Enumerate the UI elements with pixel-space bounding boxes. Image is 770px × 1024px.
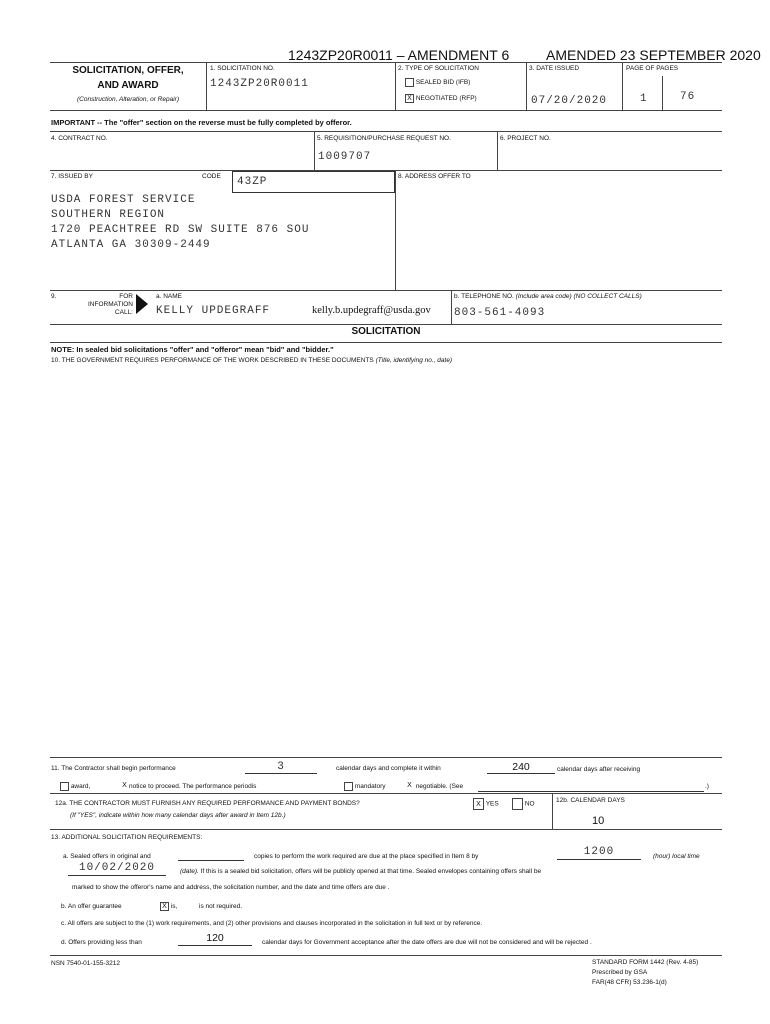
see-close: .) [705, 783, 709, 790]
row-divider [50, 290, 722, 291]
address-line: SOUTHERN REGION [51, 209, 166, 221]
col-divider [622, 62, 623, 110]
row-divider [50, 131, 722, 132]
bonds-no-checkbox[interactable] [512, 798, 523, 810]
work-description-label-main: 10. THE GOVERNMENT REQUIRES PERFORMANCE OF THE WORK DESCRIBED IN THESE DOCUMENTS [51, 357, 376, 364]
telephone-value[interactable]: 803-561-4093 [454, 307, 546, 319]
negotiated-checkbox[interactable]: X [405, 94, 414, 103]
guarantee-isnot-label: is not required. [199, 903, 242, 910]
for-info-line: CALL: [114, 309, 133, 316]
item11-text-c: calendar days after receiving [557, 766, 641, 773]
mandatory-option[interactable] [344, 782, 386, 791]
see-reference-field[interactable] [478, 782, 704, 792]
item13a-text4: marked to show the offeror's name and address, the solicitation number, and the date and time offers are due . [72, 884, 390, 891]
address-line: USDA FOREST SERVICE [51, 194, 196, 206]
acceptance-days-field[interactable]: 120 [178, 933, 252, 946]
award-option[interactable] [60, 782, 90, 791]
additional-requirements-label: 13. ADDITIONAL SOLICITATION REQUIREMENTS: [51, 834, 203, 841]
issuer-code-value: 43ZP [237, 176, 268, 188]
row-divider [50, 110, 722, 111]
contact-email[interactable]: kelly.b.updegraff@usda.gov [312, 305, 431, 316]
negotiable-checkbox[interactable]: X [407, 782, 412, 789]
requisition-no-label: 5. REQUISITION/PURCHASE REQUEST NO. [317, 135, 451, 142]
hour-label: (hour) local time [653, 853, 700, 860]
standard-form-info [592, 958, 698, 988]
work-description-label-note: (Title, identifying no., date) [375, 357, 453, 364]
solicitation-heading: SOLICITATION [351, 326, 421, 337]
item13d-text: d. Offers providing less than [61, 939, 142, 946]
contact-name-value[interactable]: KELLY UPDEGRAFF [156, 305, 271, 317]
guarantee-checkbox[interactable]: X [160, 902, 169, 911]
col-divider [526, 62, 527, 110]
negotiated-option[interactable] [405, 94, 477, 103]
solicitation-no-label: 1. SOLICITATION NO. [210, 65, 275, 72]
sealed-bid-text: If this is a sealed bid solicitation, offers will be publicly opened at that time. Sealed envelopes containing offers shall be [200, 868, 542, 875]
date-label: (date). [180, 868, 199, 875]
item13a-text: a. Sealed offers in original and [63, 853, 151, 860]
item11-text-b: calendar days and complete it within [336, 765, 441, 772]
item13a-text3 [180, 868, 541, 875]
bonds-instruction: (If "YES", indicate within how many calendar days after award in Item 12b.) [70, 812, 286, 819]
bonds-no-option[interactable] [512, 798, 535, 810]
contact-name-label: a. NAME [156, 293, 183, 300]
prescribed-by: Prescribed by GSA [592, 969, 648, 976]
form-title-line2: AND AWARD [97, 80, 159, 91]
sealed-bid-checkbox[interactable] [405, 78, 414, 87]
row-divider [50, 829, 722, 830]
offer-date-field[interactable]: 10/02/2020 [68, 862, 166, 876]
item11-text: 11. The Contractor shall begin performance [51, 765, 176, 772]
important-notice: IMPORTANT -- The "offer" section on the reverse must be fully completed by offeror. [51, 118, 352, 127]
solicitation-type-label: 2. TYPE OF SOLICITATION [398, 65, 479, 72]
col-divider [497, 131, 498, 170]
begin-days-field[interactable]: 3 [245, 762, 317, 774]
item13a-text2: copies to perform the work required are due at the place specified in Item 8 by [254, 853, 479, 860]
telephone-label-main: b. TELEPHONE NO. [454, 293, 516, 300]
arrow-right-icon [136, 294, 148, 314]
solicitation-no-value[interactable]: 1243ZP20R0011 [210, 78, 309, 90]
col-divider [395, 62, 396, 110]
offer-hour-field[interactable]: 1200 [557, 847, 641, 860]
award-checkbox[interactable] [60, 782, 69, 791]
item13d-text2: calendar days for Government acceptance after the date offers are due will not be considered and will be rejected . [262, 939, 592, 946]
complete-days-field[interactable]: 240 [487, 762, 555, 774]
date-issued-label: 3. DATE ISSUED [529, 65, 580, 72]
guarantee-option[interactable] [160, 902, 177, 911]
date-issued-value[interactable]: 07/20/2020 [531, 95, 608, 107]
bonds-yes-checkbox[interactable]: X [473, 798, 484, 810]
address-offer-to-label: 8. ADDRESS OFFER TO [398, 173, 471, 180]
telephone-label [454, 293, 642, 300]
row-divider [50, 757, 722, 758]
bonds-no-label: NO [524, 800, 535, 808]
work-description-label [51, 357, 452, 364]
form-subtitle: (Construction, Alteration, or Repair) [77, 96, 179, 103]
page-number: 1 [640, 93, 648, 105]
sealed-bid-note: NOTE: In sealed bid solicitations "offer" and "offeror" mean "bid" and "bidder." [51, 345, 334, 354]
address-line: ATLANTA GA 30309-2449 [51, 239, 211, 251]
for-info-line: FOR [119, 293, 133, 300]
standard-form-number: STANDARD FORM 1442 (Rev. 4-85) [592, 959, 699, 966]
page-of-pages-label: PAGE OF PAGES [626, 65, 679, 72]
negotiable-label: negotiable. (See [415, 783, 464, 791]
issued-by-label: 7. ISSUED BY [51, 173, 93, 180]
guarantee-is-label: is, [170, 903, 178, 911]
col-divider [552, 793, 553, 829]
telephone-label-note: (Include area code) (NO COLLECT CALLS) [515, 293, 642, 300]
amended-date: AMENDED 23 SEPTEMBER 2020 [546, 47, 761, 63]
address-line: 1720 PEACHTREE RD SW SUITE 876 SOU [51, 224, 310, 236]
calendar-days-label: 12b. CALENDAR DAYS [556, 797, 625, 804]
notice-label: notice to proceed. The performance periodis [129, 783, 257, 791]
page-col-divider [662, 76, 663, 110]
form-title: SOLICITATION, OFFER, [72, 65, 184, 76]
form-bottom-border [50, 955, 722, 956]
sealed-bid-label: SEALED BID (IFB) [415, 79, 471, 87]
bonds-yes-label: YES [485, 800, 499, 808]
negotiable-option[interactable] [405, 782, 463, 791]
for-info-line: INFORMATION [87, 301, 133, 308]
award-label: award, [70, 783, 91, 791]
bonds-question: 12a. THE CONTRACTOR MUST FURNISH ANY REQUIRED PERFORMANCE AND PAYMENT BONDS? [55, 800, 360, 807]
block9-number: 9. [51, 293, 57, 300]
item13c-text: c. All offers are subject to the (1) work requirements, and (2) other provisions and clauses incorporated in the solicitation in full text or by reference. [61, 920, 483, 927]
calendar-days-value[interactable]: 10 [592, 815, 605, 827]
document-number: 1243ZP20R0011 – AMENDMENT 6 [288, 47, 510, 63]
notice-checkbox[interactable]: X [122, 782, 127, 789]
row-divider [50, 324, 722, 325]
bonds-yes-option[interactable] [473, 798, 499, 810]
requisition-no-value[interactable]: 1009707 [318, 151, 372, 163]
project-no-label: 6. PROJECT NO. [500, 135, 551, 142]
item13b-text: b. An offer guarantee [61, 903, 122, 910]
row-divider [50, 793, 722, 794]
negotiated-label: NEGOTIATED (RFP) [415, 95, 477, 103]
mandatory-label: mandatory [354, 783, 386, 791]
mandatory-checkbox[interactable] [344, 782, 353, 791]
col-divider [206, 62, 207, 110]
far-reference: FAR(48 CFR) 53.236-1(d) [592, 979, 667, 986]
col-divider [395, 170, 396, 290]
for-information-call [60, 293, 133, 317]
col-divider [314, 131, 315, 170]
sealed-bid-option[interactable] [405, 78, 470, 87]
copies-field[interactable] [178, 850, 244, 861]
contract-no-label: 4. CONTRACT NO. [51, 135, 108, 142]
col-divider [451, 290, 452, 324]
row-divider [50, 342, 722, 343]
nsn-number: NSN 7540-01-155-3212 [51, 960, 121, 967]
issuer-address [51, 193, 309, 253]
total-pages: 76 [680, 91, 696, 103]
notice-option[interactable] [120, 782, 256, 791]
code-label: CODE [202, 173, 221, 180]
